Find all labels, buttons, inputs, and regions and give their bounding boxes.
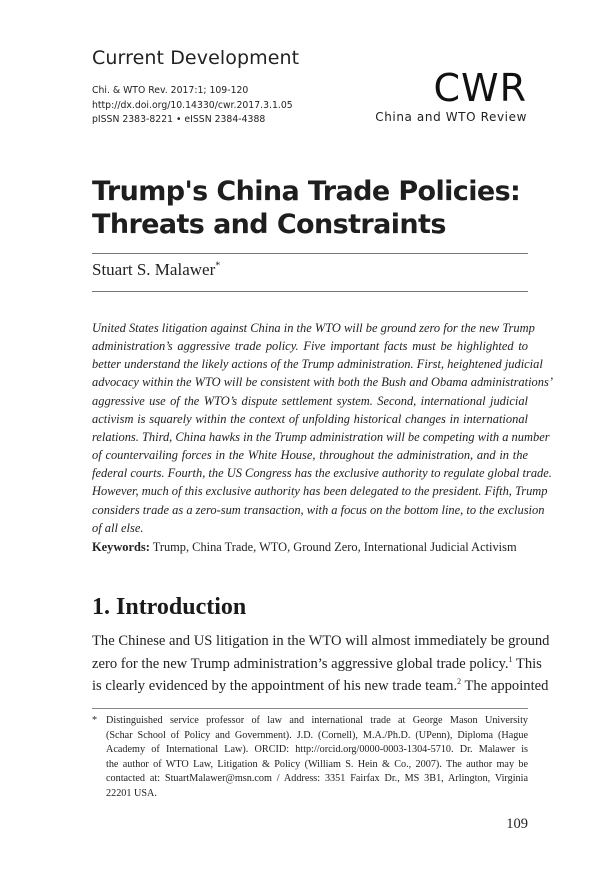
abstract-line: better understand the likely actions of the Trump administration. First, heightened judicial <box>92 357 543 372</box>
footnote-line: Distinguished service professor of law and international trade at George Mason University <box>106 715 528 726</box>
body-paragraph <box>92 630 550 698</box>
footnote-line: contacted at: StuartMalawer@msn.com / Address: 3351 Fairfax Dr., MS 3B1, Arlington, Virginia <box>106 773 528 785</box>
footnote-line: Academy of International Law). ORCID: http://orcid.org/0000-0003-1304-5710. Dr. Malawer is <box>106 744 528 756</box>
footnote-line: 22201 USA. <box>106 787 157 799</box>
footnote-line: the author of WTO Law, Litigation & Policy (William S. Hein & Co., 2007). The author may be <box>106 758 528 770</box>
footnote-ref[interactable]: 1 <box>508 654 513 664</box>
author-footnote-mark[interactable]: * <box>215 260 221 272</box>
footnote-ref[interactable]: 2 <box>457 677 462 687</box>
body-line <box>92 653 542 676</box>
title-line-1: Trump's China Trade Policies: <box>92 176 521 207</box>
abstract-line: federal courts. Fourth, the US Congress has the exclusive authority to regulate global trade. <box>92 466 552 481</box>
body-text: The appointed <box>461 678 549 694</box>
abstract-line: aggressive use of the WTO’s dispute settlement system. Second, international judicial <box>92 393 528 408</box>
title-line-2: Threats and Constraints <box>92 209 446 240</box>
abstract-line: activism is squarely within the context of unfolding historical changes in international <box>92 411 528 426</box>
body-line <box>92 675 549 698</box>
logo-mark: CWR <box>433 66 527 110</box>
article-title <box>92 175 520 241</box>
footnote <box>92 714 528 802</box>
doi-link[interactable]: http://dx.doi.org/10.14330/cwr.2017.3.1.05 <box>92 99 293 111</box>
abstract-line: administration’s aggressive trade policy. Five important facts must be highlighted to <box>92 339 528 354</box>
footnote-text <box>106 714 528 802</box>
body-text: This <box>512 655 542 672</box>
body-text: zero for the new Trump administration’s aggressive global trade policy. <box>92 655 509 672</box>
abstract-line: considers trade as a zero-sum transaction, with a focus on the bottom line, to the exclusion <box>92 502 545 517</box>
body-line: The Chinese and US litigation in the WTO will almost immediately be ground <box>92 633 550 649</box>
footnote-mark: * <box>92 715 98 726</box>
abstract-line: of countervailing forces in the White House, throughout the administration, and in the <box>92 448 528 463</box>
title-rule <box>92 253 528 254</box>
citation: Chi. & WTO Rev. 2017:1; 109-120 <box>92 85 249 96</box>
keywords-label: Keywords: <box>92 540 150 554</box>
footnote-rule <box>92 708 528 709</box>
section-heading: 1. Introduction <box>92 594 247 620</box>
keywords <box>92 540 517 555</box>
keywords-list: Trump, China Trade, WTO, Ground Zero, International Judicial Activism <box>149 540 517 554</box>
journal-logo <box>375 68 527 124</box>
author-line <box>92 260 220 280</box>
footnote-line: (Schar School of Policy and Government). J.D. (Cornell), M.A./Ph.D. (UPenn), Diploma (Hague <box>106 729 528 741</box>
issn: pISSN 2383-8221 • eISSN 2384-4388 <box>92 114 266 125</box>
body-text: is clearly evidenced by the appointment of his new trade team. <box>92 678 458 694</box>
abstract-line: relations. Third, China hawks in the Trump administration will be competing with a number <box>92 429 550 444</box>
logo-journal-name: China and WTO Review <box>375 110 527 124</box>
abstract-line: of all else. <box>92 520 144 535</box>
abstract-line: advocacy within the WTO will be consistent with both the Bush and Obama administrations’ <box>92 375 553 390</box>
author-name: Stuart S. Malawer <box>92 260 216 279</box>
author-rule <box>92 291 528 292</box>
page-number: 109 <box>506 816 528 832</box>
abstract-line: United States litigation against China in the WTO will be ground zero for the new Trump <box>92 321 535 335</box>
abstract <box>92 319 553 537</box>
abstract-line: However, much of this exclusive authority has been delegated to the president. Fifth, Trump <box>92 484 548 499</box>
article-metadata <box>92 84 293 128</box>
section-label: Current Development <box>92 47 300 69</box>
